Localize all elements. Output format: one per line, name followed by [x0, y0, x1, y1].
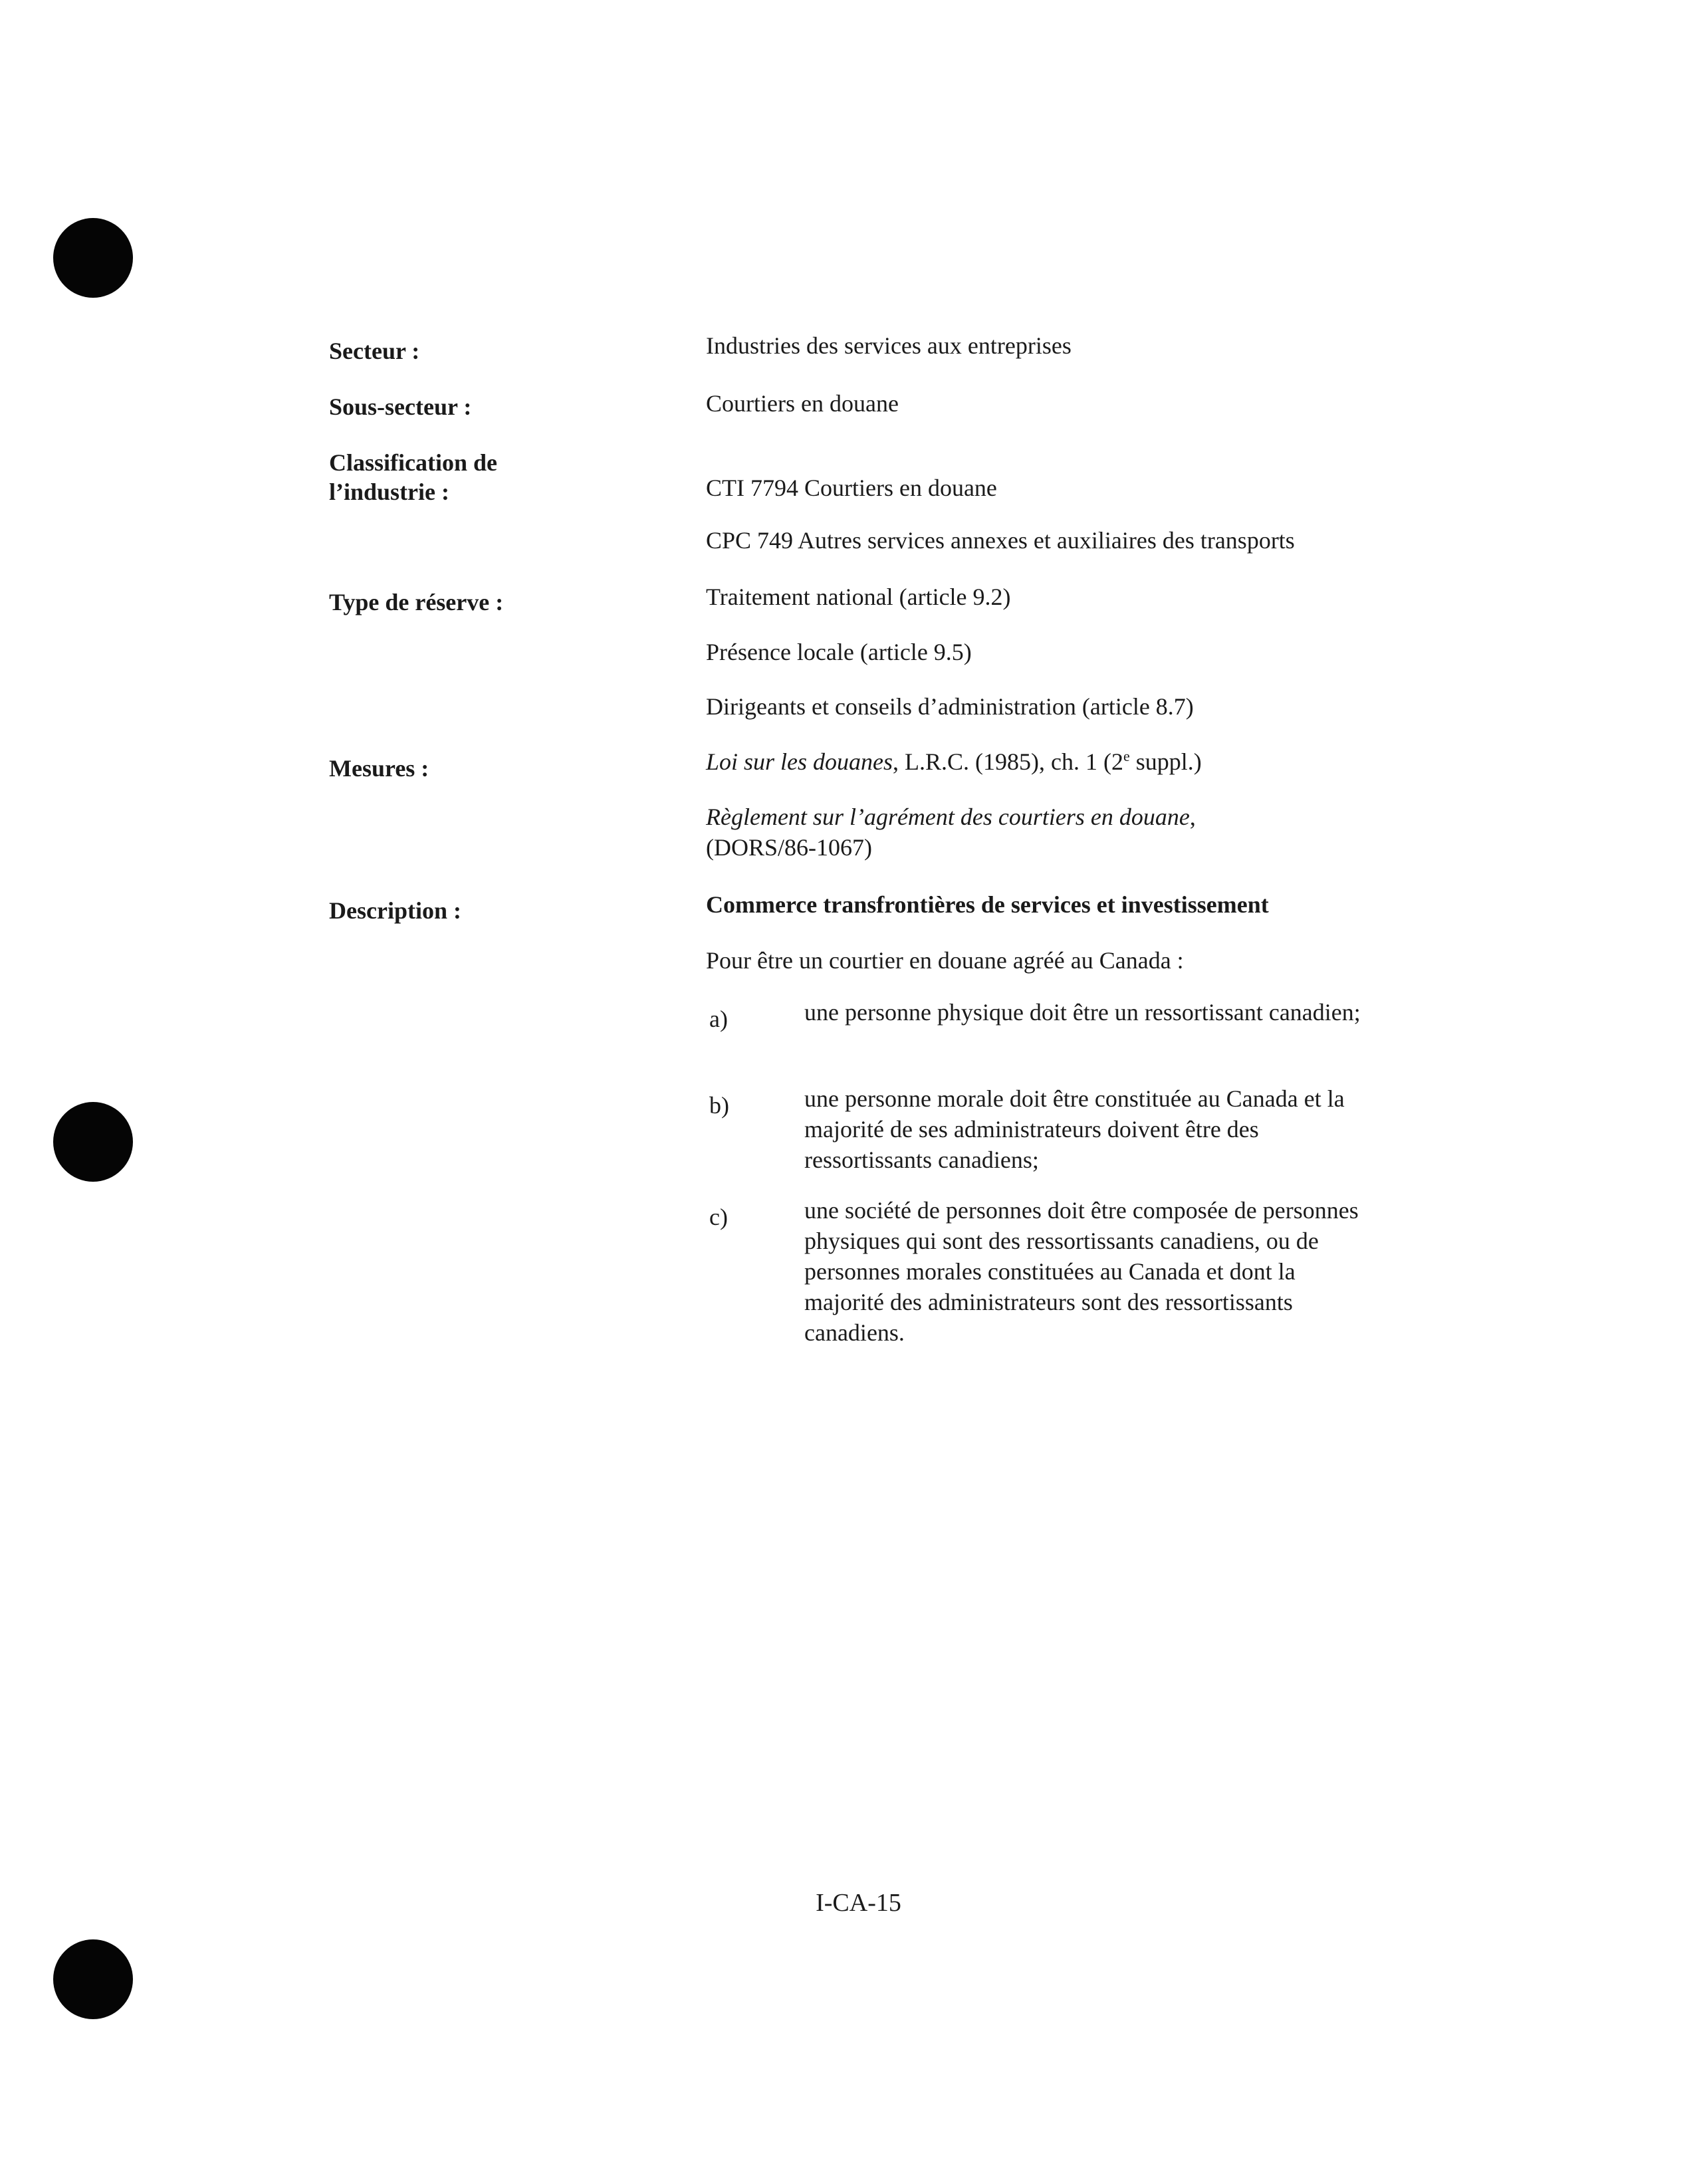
label-classification: [329, 448, 661, 506]
description-item-b-letter: b): [709, 1092, 729, 1119]
label-classification-line2: l’industrie :: [329, 479, 450, 505]
mesure-1-citation: , L.R.C. (1985), ch. 1 (2: [893, 748, 1123, 775]
value-sous-secteur: Courtiers en douane: [706, 390, 899, 417]
description-item-a-letter: a): [709, 1006, 728, 1032]
value-classification-cpc: CPC 749 Autres services annexes et auxiliaires des transports: [706, 527, 1295, 554]
value-secteur: Industries des services aux entreprises: [706, 332, 1072, 359]
value-mesure-1: [706, 746, 1371, 777]
description-heading: Commerce transfrontières de services et investissement: [706, 891, 1269, 918]
label-classification-line1: Classification de: [329, 449, 498, 476]
label-type-reserve: Type de réserve :: [329, 589, 504, 615]
punch-hole-bottom: [53, 1939, 133, 2019]
value-mesure-2: [706, 802, 1371, 863]
punch-hole-top: [53, 218, 133, 298]
value-type-reserve-3: Dirigeants et conseils d’administration (article 8.7): [706, 693, 1194, 720]
description-item-c-letter: c): [709, 1204, 728, 1230]
mesure-2-title: Règlement sur l’agrément des courtiers en douane: [706, 804, 1190, 830]
mesure-1-title: Loi sur les douanes: [706, 748, 893, 775]
value-classification-cti: CTI 7794 Courtiers en douane: [706, 475, 997, 501]
label-secteur: Secteur :: [329, 338, 420, 364]
mesure-1-suppl: suppl.): [1129, 748, 1202, 775]
punch-hole-middle: [53, 1102, 133, 1182]
description-item-b-text: une personne morale doit être constituée au Canada et la majorité de ses administrateurs doivent être des ressortissants canadiens;: [804, 1085, 1345, 1173]
mesure-2-comma: ,: [1189, 804, 1196, 830]
mesure-1-superscript: e: [1123, 748, 1130, 764]
description-item-a-text: une personne physique doit être un ressortissant canadien;: [804, 999, 1361, 1026]
mesure-2-reference: (DORS/86-1067): [706, 834, 872, 861]
label-mesures: Mesures :: [329, 755, 429, 782]
value-type-reserve-1: Traitement national (article 9.2): [706, 584, 1011, 610]
label-sous-secteur: Sous-secteur :: [329, 393, 472, 420]
label-description: Description :: [329, 897, 461, 924]
page-number: I-CA-15: [816, 1889, 901, 1917]
description-intro: Pour être un courtier en douane agréé au Canada :: [706, 947, 1184, 974]
description-item-c-text: une société de personnes doit être composée de personnes physiques qui sont des ressortissants canadiens, ou de personnes morales constituées au Canada et dont la majorité des administrateurs sont des ressortissants canadiens.: [804, 1197, 1359, 1346]
value-type-reserve-2: Présence locale (article 9.5): [706, 639, 972, 665]
